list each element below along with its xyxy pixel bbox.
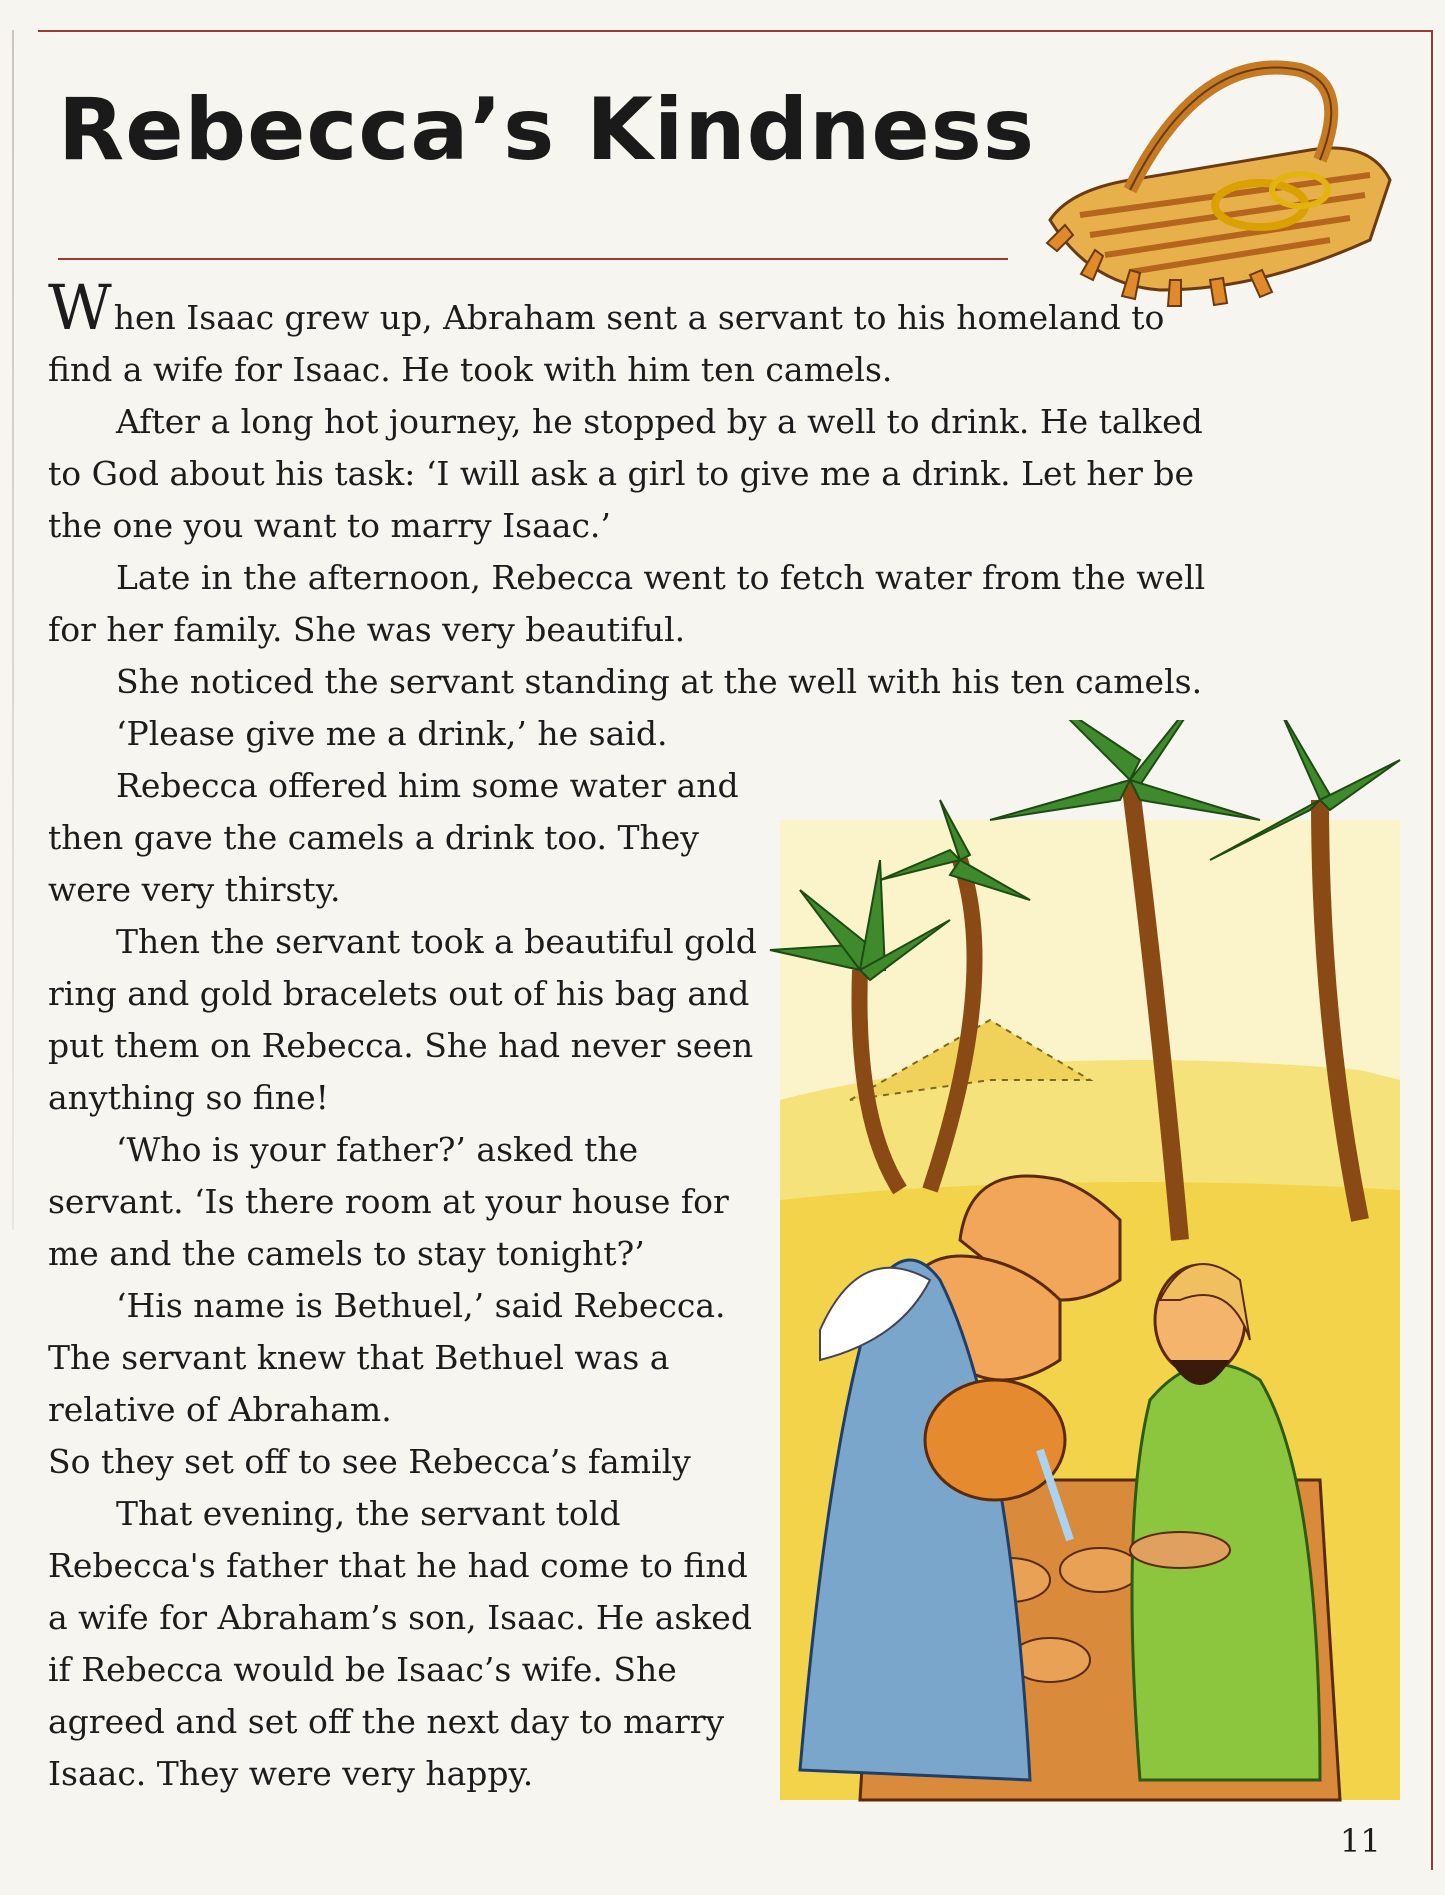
paragraph: She noticed the servant standing at the well with his ten camels. (116, 662, 1203, 701)
drop-cap: W (48, 271, 112, 344)
paragraph: Rebecca offered him some water and then gave the camels a drink too. They were very thirsty. (48, 766, 739, 909)
woven-bag-illustration (1010, 40, 1430, 310)
paragraph: Late in the afternoon, Rebecca went to fetch water from the well for her family. She was very beautiful. (48, 558, 1206, 649)
paragraph: ‘Please give me a drink,’ he said. (116, 714, 668, 753)
paragraph: That evening, the servant told Rebecca's father that he had come to find a wife for Abraham’s son, Isaac. He asked if Rebecca would be Isaac’s wife. She agreed and set off the next day to marry Isaac. They were very happy. (48, 1494, 752, 1793)
paragraph: ‘His name is Bethuel,’ said Rebecca. The servant knew that Bethuel was a relative of Abraham. (48, 1286, 726, 1429)
title-underline (58, 258, 1008, 260)
paragraph: So they set off to see Rebecca’s family (48, 1442, 691, 1481)
paragraph: ‘Who is your father?’ asked the servant. ‘Is there room at your house for me and the camels to stay tonight?’ (48, 1130, 729, 1273)
paragraph: After a long hot journey, he stopped by a well to drink. He talked to God about his task: ‘I will ask a girl to give me a drink. Let her be the one you want to marry Isaac.’ (48, 402, 1203, 545)
story-text (48, 271, 1238, 1800)
page-number: 11 (1340, 1822, 1381, 1860)
page-edge-shadow (12, 30, 14, 1230)
paragraph: When Isaac grew up, Abraham sent a servant to his homeland to find a wife for Isaac. He took with him ten camels. (48, 271, 1165, 389)
paragraph: Then the servant took a beautiful gold ring and gold bracelets out of his bag and put them on Rebecca. She had never seen anything so fine! (48, 922, 757, 1117)
page-title: Rebecca’s Kindness (58, 80, 1036, 180)
